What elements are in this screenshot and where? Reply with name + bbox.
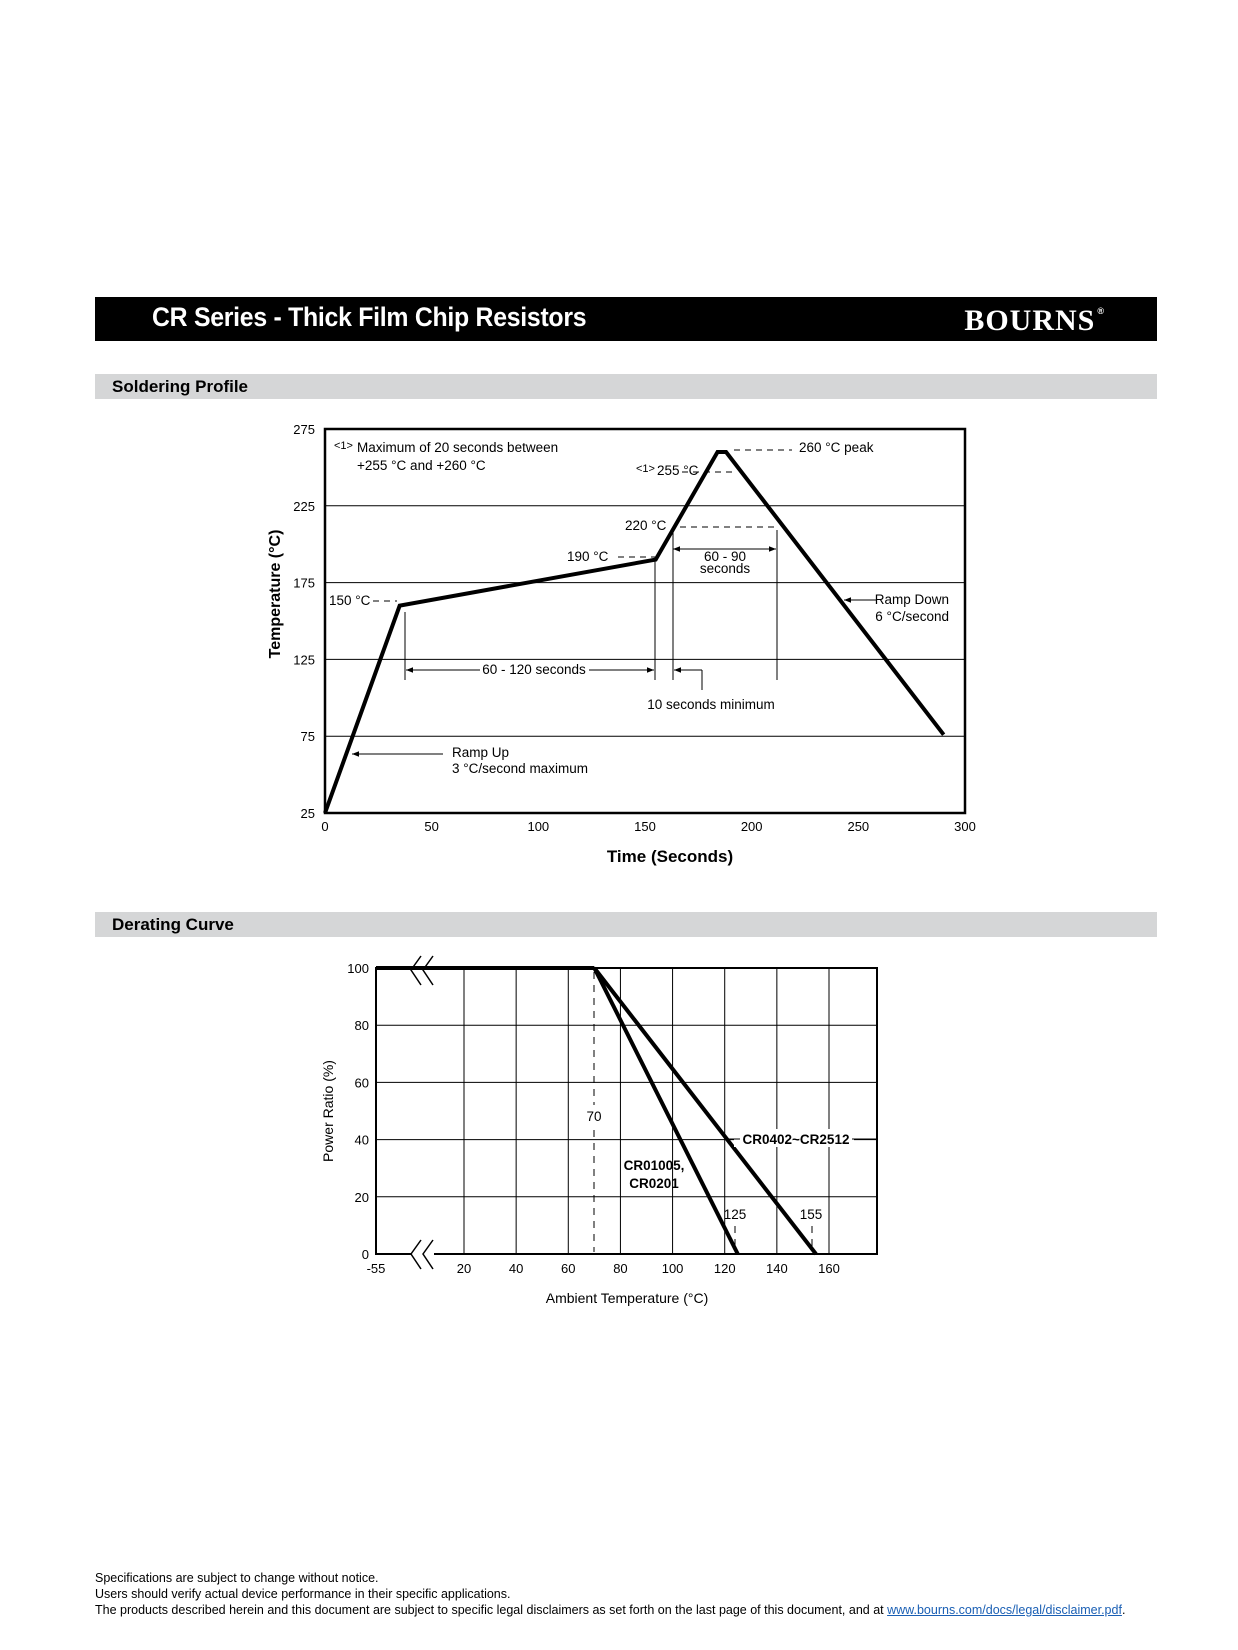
document-title: CR Series - Thick Film Chip Resistors	[152, 302, 587, 332]
soldering-xtick-label: 0	[321, 819, 329, 834]
note-line-1: Maximum of 20 seconds between	[357, 440, 559, 455]
ramp-down-line2: 6 °C/second	[875, 609, 949, 624]
soldering-ytick-label: 275	[293, 422, 315, 437]
axis-break-bottom	[411, 1240, 434, 1270]
registered-mark: ®	[1097, 306, 1105, 316]
footer-line-3-text: The products described herein and this document are subject to specific legal disclaimers as set forth on the last page of this document, and at	[95, 1603, 888, 1617]
min-10-label: 10 seconds minimum	[647, 697, 775, 712]
end-label-125: 125	[723, 1207, 747, 1222]
soldering-xtick-label: 100	[527, 819, 550, 834]
section-title-soldering: Soldering Profile	[112, 377, 249, 396]
ramp-up-line2: 3 °C/second maximum	[452, 761, 588, 776]
derating-xtick-label: 40	[508, 1261, 524, 1276]
soldering-ytick-label: 75	[300, 729, 315, 745]
derating-ytick-label: 100	[347, 961, 369, 976]
ramp-up-line1: Ramp Up	[452, 745, 510, 760]
derating-ytick-label: 80	[354, 1018, 369, 1034]
derating-xtick-label: 80	[613, 1261, 628, 1276]
derating-xtick-label: -55	[366, 1261, 386, 1276]
derating-ylabel: Power Ratio (%)	[320, 1060, 336, 1162]
series-label-large: CR0402~CR2512	[742, 1132, 850, 1147]
soldering-ylabel: Temperature (°C)	[267, 529, 284, 659]
derating-xtick-label: 140	[766, 1261, 788, 1276]
derating-xtick-label: 60	[561, 1261, 576, 1276]
ramp-down-line1: Ramp Down	[874, 592, 949, 607]
t255-marker: <1>	[636, 463, 655, 475]
soldering-ytick-label: 175	[293, 575, 315, 591]
soldering-xtick-label: 50	[424, 819, 439, 834]
derating-xtick-label: 20	[456, 1261, 472, 1276]
footer-line-3-end: .	[1121, 1603, 1126, 1617]
derating-ytick-label: 60	[354, 1075, 369, 1091]
series-label-small-1: CR01005,	[623, 1158, 685, 1173]
derating-xtick-label: 160	[818, 1261, 840, 1276]
knee-label: 70	[586, 1109, 602, 1124]
footer-line-3	[95, 1602, 1125, 1618]
derating-line-cr0402-cr2512	[594, 968, 816, 1254]
note-marker: <1>	[334, 440, 353, 452]
soldering-xlabel: Time (Seconds)	[606, 847, 734, 866]
derating-line-cr01005-cr0201	[594, 968, 737, 1254]
t190-label: 190 °C	[567, 549, 609, 564]
soldering-ytick-label: 225	[293, 498, 315, 514]
end-label-155: 155	[799, 1207, 823, 1222]
soldering-xtick-label: 250	[847, 819, 870, 834]
soldering-xtick-label: 200	[740, 819, 763, 834]
t255-label: 255 °C	[657, 463, 699, 478]
note-line-2: +255 °C and +260 °C	[357, 458, 486, 473]
soldering-xtick-label: 300	[954, 819, 976, 834]
derating-ytick-label: 20	[354, 1189, 369, 1205]
window-60-120: 60 - 120 seconds	[482, 662, 586, 677]
t220-label: 220 °C	[625, 518, 667, 533]
footer-line-1: Specifications are subject to change without notice.	[95, 1571, 379, 1585]
derating-ytick-label: 0	[361, 1247, 369, 1262]
section-title-derating: Derating Curve	[112, 915, 234, 934]
footer	[95, 1570, 1125, 1618]
series-label-small-2: CR0201	[629, 1176, 679, 1191]
t150-label: 150 °C	[329, 593, 371, 608]
soldering-ytick-label: 125	[293, 652, 315, 668]
brand-name: BOURNS	[964, 304, 1096, 337]
window-60-90-line1: 60 - 90	[703, 549, 747, 564]
derating-xtick-label: 100	[661, 1261, 684, 1276]
peak-label: 260 °C peak	[799, 440, 874, 455]
soldering-ytick-label: 25	[300, 806, 315, 821]
derating-xlabel: Ambient Temperature (°C)	[545, 1290, 709, 1306]
window-60-90-line2: seconds	[699, 561, 751, 576]
footer-line-2: Users should verify actual device performance in their specific applications.	[95, 1587, 511, 1601]
soldering-xtick-label: 150	[634, 819, 656, 834]
derating-ytick-label: 40	[354, 1132, 369, 1148]
disclaimer-link[interactable]: www.bourns.com/docs/legal/disclaimer.pdf	[887, 1603, 1122, 1617]
derating-xtick-label: 120	[713, 1261, 736, 1276]
